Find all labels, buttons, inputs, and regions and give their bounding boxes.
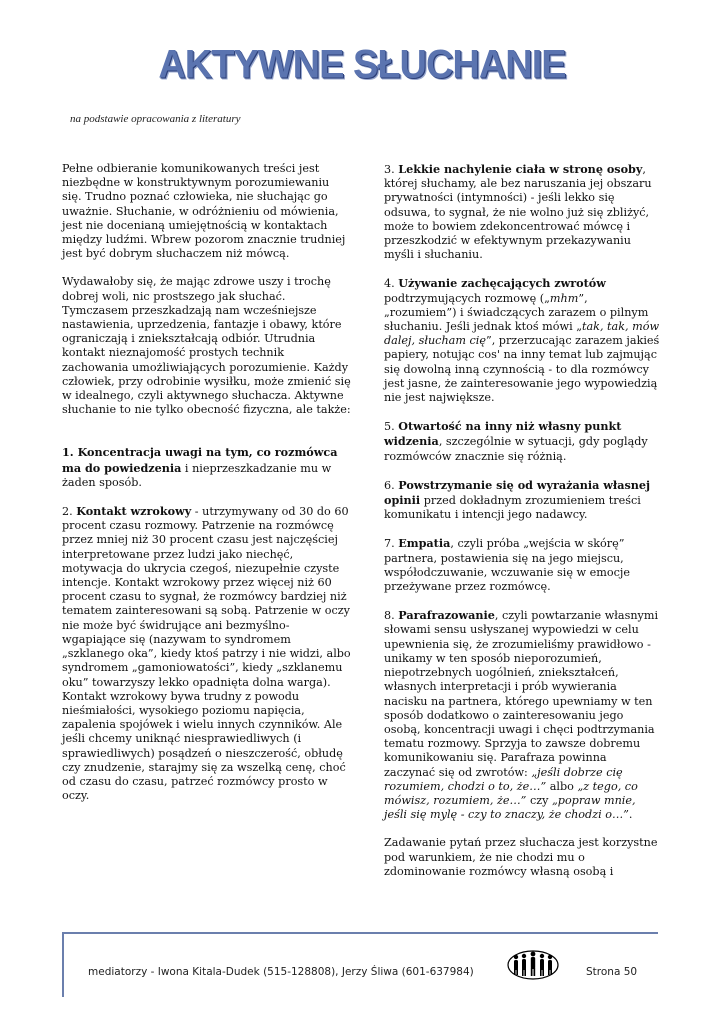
list-item-7-heading: Empatia xyxy=(398,536,451,551)
list-item-6-heading: Powstrzymanie się od wyrażania własnej opinii xyxy=(384,477,651,508)
page-title: AKTYWNE SŁUCHANIE xyxy=(158,42,566,88)
list-item-8-heading: Parafrazowanie xyxy=(398,608,495,623)
list-item-8-quote-2: „z tego, co mówisz, rozumiem, że…” xyxy=(384,779,638,807)
page-number: Strona 50 xyxy=(586,966,638,978)
list-item-3 xyxy=(384,162,660,262)
list-item-5 xyxy=(384,419,660,464)
list-item-2-number: 2. xyxy=(62,505,77,519)
intro-paragraph-2: Wydawałoby się, że mając zdrowe uszy i trochę dobrej woli, nic prostszego jak słuchać. Tymczasem przeszkadzają nam wcześniejsze nastawienia, uprzedzenia, fantazje i obawy, które ograniczają i zniekształcają odbiór. Utrudnia kontakt nieznajomość prostych technik zachowania umożliwiających porozumienie. Każdy człowiek, przy odrobinie wysiłku, może zmienić się w idealnego, czyli aktywnego słuchacza. Aktywne słuchanie to nie tylko obecność fizyczna, ale także: xyxy=(62,275,351,417)
list-item-8-text-c: czy xyxy=(526,793,552,807)
list-item-6 xyxy=(384,478,660,523)
footer-vertical-rule xyxy=(62,933,64,997)
list-item-1-heading: 1. Koncentracja uwagi na tym, co rozmówca ma do powiedzenia xyxy=(62,445,338,475)
list-item-2 xyxy=(62,504,352,803)
list-item-3-text: , której słuchamy, ale bez naruszania jej obszaru prywatności (intymności) - jeśli lekko się odsuwa, to sygnał, że nie wolno już się zbliżyć, może to bowiem zdekoncentrować mówcę i przeszkodzić w efektywnym przekazywaniu myśli i słuchaniu. xyxy=(384,163,652,262)
list-item-4 xyxy=(384,276,660,405)
list-item-6-text: przed dokładnym zrozumieniem treści komunikatu i intencji jego nadawcy. xyxy=(384,494,641,522)
list-item-4-quote-2: tak, tak, mów dalej, słucham cię xyxy=(384,320,660,348)
list-item-8-text-b: albo xyxy=(546,779,578,793)
list-item-8-text-d: . xyxy=(628,808,633,822)
footer-authors: mediatorzy - Iwona Kitala-Dudek (515-128808), Jerzy Śliwa (601-637984) xyxy=(88,966,474,978)
closing-paragraph: Zadawanie pytań przez słuchacza jest korzystne pod warunkiem, że nie chodzi mu o zdominowanie rozmówcy własną osobą i xyxy=(384,836,658,878)
list-item-5-text: , szczególnie w sytuacji, gdy poglądy rozmówców znacznie się różnią. xyxy=(384,435,648,463)
list-item-5-heading: Otwartość na inny niż własny punkt widzenia xyxy=(384,419,622,449)
intro-paragraph-1: Pełne odbieranie komunikowanych treści jest niezbędne w konstruktywnym porozumiewaniu się. Trudno poznać człowieka, nie słuchając go uważnie. Słuchanie, w odróżnieniu od mówienia, jest nie docenianą umiejętnością w kontaktach między ludźmi. Wbrew pozorom znacznie trudniej jest być dobrym słuchaczem niż mówcą. xyxy=(62,162,346,261)
list-item-4-text-b: ”, „rozumiem”) i świadczących zarazem o pilnym słuchaniu. Jeśli jednak ktoś mówi „ xyxy=(384,291,649,334)
list-item-1-text: i nieprzeszkadzanie mu w żaden sposób. xyxy=(62,461,332,489)
list-item-8-text-a: , czyli powtarzanie własnymi słowami sensu usłyszanej wypowiedzi w celu upewnienia się, że zrozumieliśmy prawidłowo - unikamy w ten sposób nieporozumień, niepotrzebnych uogólnień, zniekształceń, własnych interpretacji i prób wywierania nacisku na partnera, którego upewniamy w ten sposób dodatkowo o zainteresowaniu jego osobą, koncentracji uwagi i chęci podtrzymania tematu rozmowy. Sprzyja to zawsze dobremu komunikowaniu się. Parafraza powinna zaczynać się od zwrotów: xyxy=(384,609,659,779)
left-column xyxy=(62,162,352,817)
list-item-7-text: , czyli próba „wejścia w skórę” partnera, postawienia się na jego miejscu, współodczuwanie, wczuwanie się w emocje przeżywane przez rozmówcę. xyxy=(384,537,630,594)
list-item-7 xyxy=(384,536,660,594)
list-item-2-heading: Kontakt wzrokowy xyxy=(76,504,192,519)
list-item-1 xyxy=(62,445,352,490)
list-item-8-number: 8. xyxy=(384,609,399,623)
list-item-3-heading: Lekkie nachylenie ciała w stronę osoby xyxy=(398,162,643,176)
list-item-4-quote-1: mhm xyxy=(549,291,579,305)
list-item-4-heading: Używanie zachęcających zwrotów xyxy=(398,276,606,291)
right-column xyxy=(384,162,660,893)
list-item-8-quote-3: „popraw mnie, jeśli się mylę - czy to znaczy, że chodzi o…” xyxy=(384,793,636,822)
people-group-icon xyxy=(507,948,559,980)
list-item-3-number: 3. xyxy=(384,163,399,176)
list-item-8 xyxy=(384,608,660,822)
list-item-4-text-a: podtrzymujących rozmowę („ xyxy=(384,291,550,305)
list-item-8-quote-1: „jeśli dobrze cię rozumiem, chodzi o to, że…” xyxy=(384,765,623,793)
list-item-4-number: 4. xyxy=(384,277,399,291)
list-item-6-number: 6. xyxy=(384,478,399,492)
list-item-4-text-c: ”, przerzucając zarazem jakieś papiery, notując cos' na inny temat lub zajmując się dowolną inną czynnością - to dla rozmówcy jest jasne, że zainteresowanie jego wypowiedzią nie jest największe. xyxy=(384,334,660,405)
list-item-5-number: 5. xyxy=(384,420,399,434)
list-item-2-text: - utrzymywany od 30 do 60 procent czasu rozmowy. Patrzenie na rozmówcę przez mniej niż 30 procent czasu jest najczęściej interpretowane przez ludzi jako niechęć, motywacja do ukrycia czegoś, niezupełnie czyste intencje. Kontakt wzrokowy przez więcej niż 60 procent czasu to sygnał, że rozmówcy bardziej niż tematem zainteresowani są sobą. Patrzenie w oczy nie może być świdrujące ani bezmyślno-wgapiające się (nazywam to syndromem „szklanego oka”, kiedy ktoś patrzy i nie widzi, albo syndromem „gamoniowatości”, kiedy „szklanemu oku” towarzyszy lekko opadnięta dolna warga). Kontakt wzrokowy bywa trudny z powodu nieśmiałości, wysokiego poziomu napięcia, zapalenia spojówek i wielu innych czynników. Ale jeśli chcemy uniknąć niesprawiedliwych (i sprawiedliwych) posądzeń o nieszczerość, obłudę czy znudzenie, starajmy się za wszelką cenę, choć od czasu do czasu, patrzeć rozmówcy prosto w oczy. xyxy=(62,505,351,803)
list-item-7-number: 7. xyxy=(384,537,399,551)
page-subtitle: na podstawie opracowania z literatury xyxy=(70,113,241,125)
footer-divider xyxy=(62,932,658,934)
